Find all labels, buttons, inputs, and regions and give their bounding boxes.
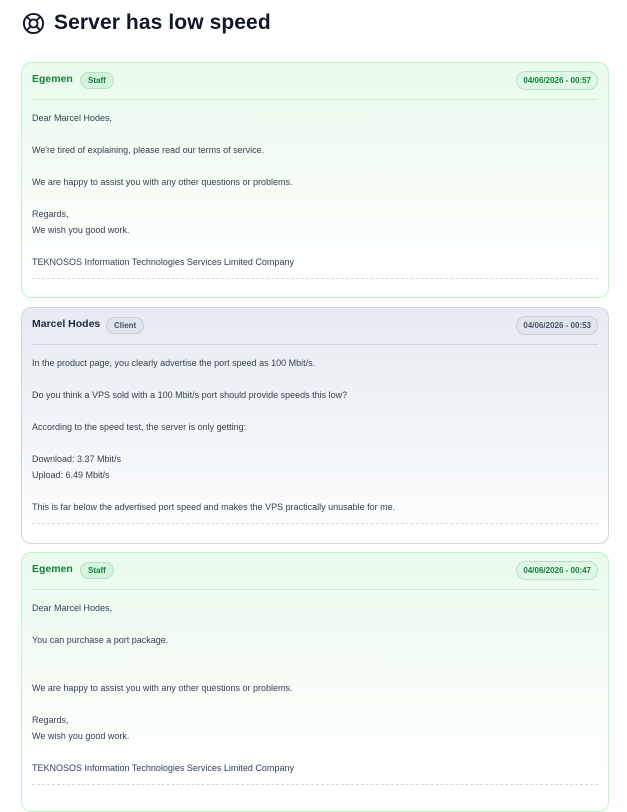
role-badge: Client	[106, 317, 144, 334]
message-line: This is far below the advertised port speed and makes the VPS practically unusable for me.	[32, 502, 396, 512]
role-badge: Staff	[80, 562, 114, 579]
message-line: Dear Marcel Hodes,	[32, 113, 113, 123]
page-title: Server has low speed	[54, 11, 271, 34]
message-line: According to the speed test, the server is only getting:	[32, 422, 247, 432]
message-header	[32, 553, 598, 590]
message-author: Egemen	[32, 563, 73, 575]
role-badge: Staff	[80, 72, 114, 89]
date-badge: 04/06/2026 - 00:53	[516, 316, 598, 335]
message-line: Download: 3.37 Mbit/s	[32, 454, 122, 464]
message-body	[32, 100, 598, 279]
message-line: Regards,	[32, 715, 69, 725]
message-line: Regards,	[32, 209, 69, 219]
message-line: We are happy to assist you with any other questions or problems.	[32, 177, 293, 187]
message-line: Upload: 6.49 Mbit/s	[32, 470, 110, 480]
date-badge: 04/06/2026 - 00:47	[516, 561, 598, 580]
page-header	[22, 10, 271, 36]
message-header	[32, 63, 598, 100]
message-line: We are happy to assist you with any other questions or problems.	[32, 683, 293, 693]
message-body	[32, 345, 598, 524]
message-line: Dear Marcel Hodes,	[32, 603, 113, 613]
message-body	[32, 590, 598, 785]
message-line: We're tired of explaining, please read our terms of service.	[32, 145, 265, 155]
message-divider	[32, 784, 598, 785]
message-line: TEKNOSOS Information Technologies Services Limited Company	[32, 257, 294, 267]
message-author: Marcel Hodes	[32, 318, 101, 330]
message-card	[21, 62, 609, 298]
message-line: TEKNOSOS Information Technologies Services Limited Company	[32, 763, 294, 773]
message-card	[21, 552, 609, 812]
message-line: We wish you good work.	[32, 731, 130, 741]
message-line: Do you think a VPS sold with a 100 Mbit/s port should provide speeds this low?	[32, 390, 348, 400]
message-divider	[32, 523, 598, 524]
message-line: We wish you good work.	[32, 225, 130, 235]
message-line: You can purchase a port package.	[32, 635, 169, 645]
message-author: Egemen	[32, 73, 73, 85]
message-header	[32, 308, 598, 345]
date-badge: 04/06/2026 - 00:57	[516, 71, 598, 90]
lifebuoy-icon	[22, 12, 45, 35]
message-divider	[32, 278, 598, 279]
message-card	[21, 307, 609, 544]
message-line: In the product page, you clearly advertise the port speed as 100 Mbit/s.	[32, 358, 316, 368]
